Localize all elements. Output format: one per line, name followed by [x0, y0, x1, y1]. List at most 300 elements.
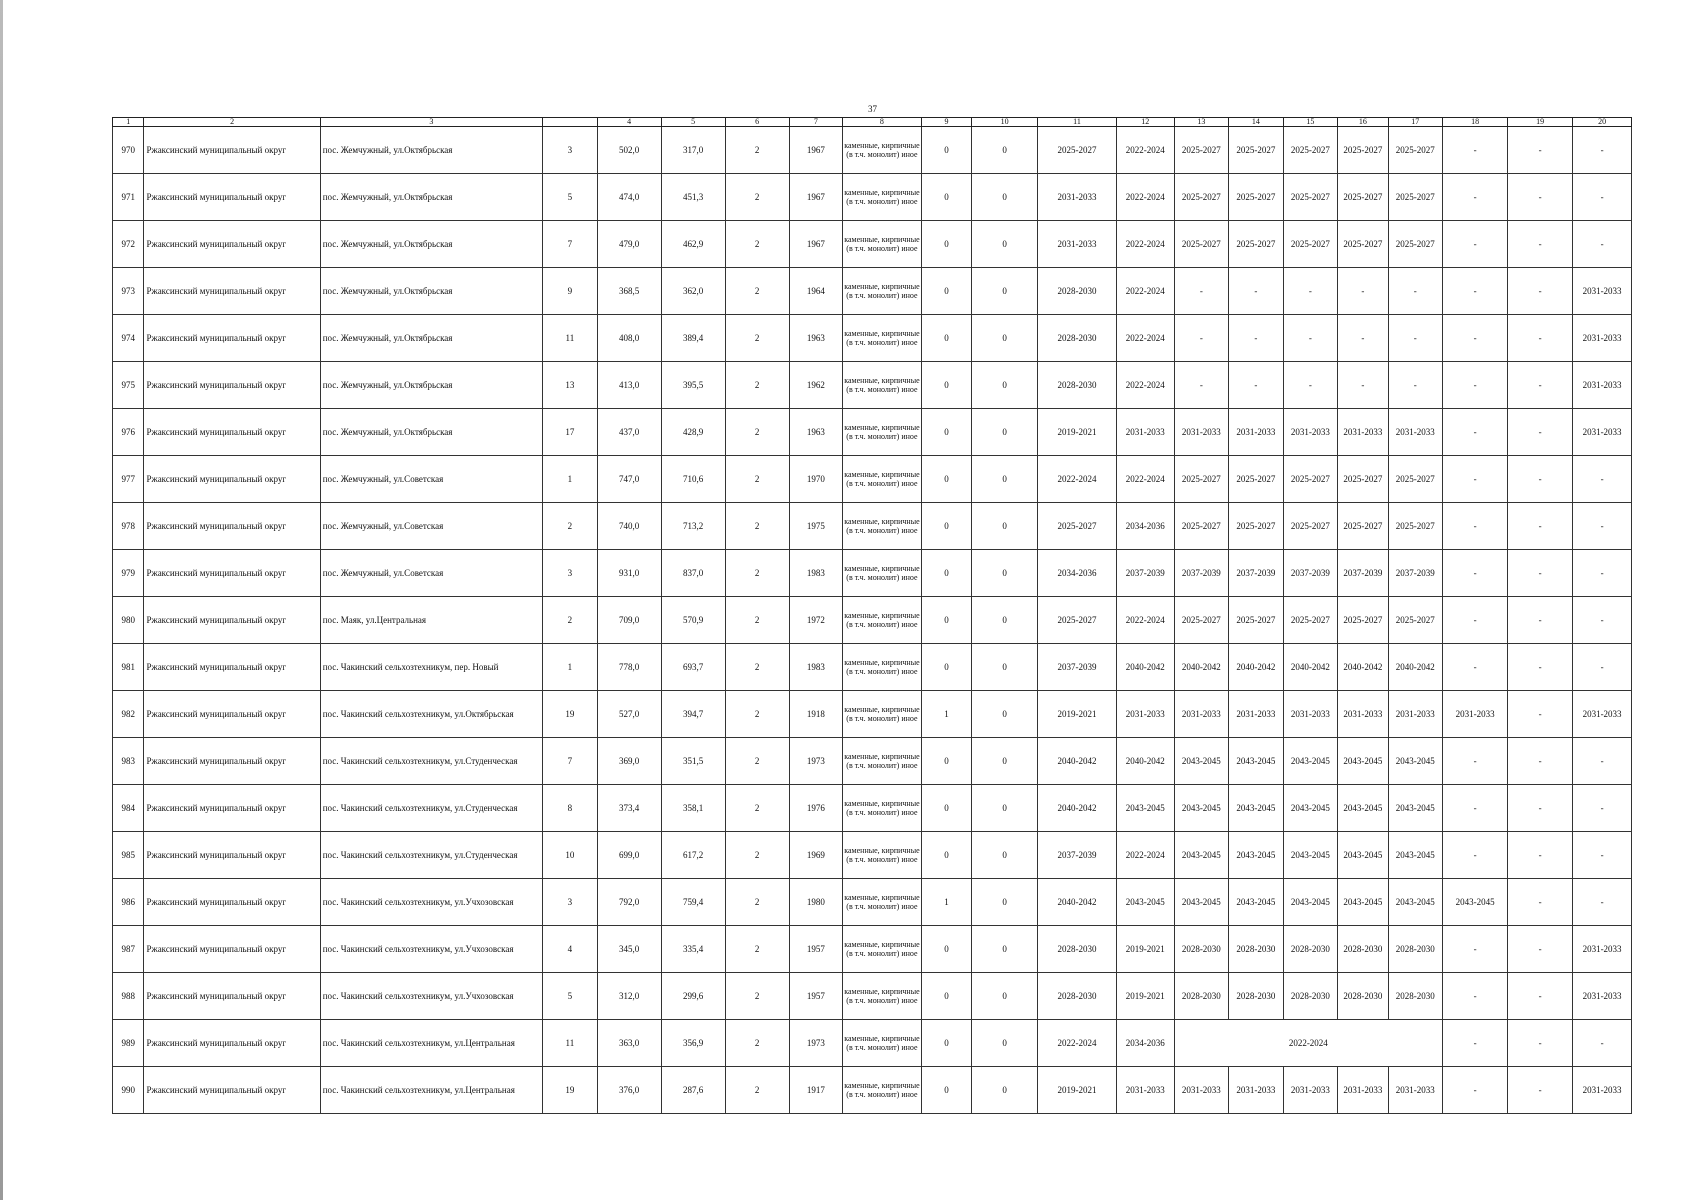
cell-c15: 2031-2033 — [1283, 1067, 1338, 1114]
cell-c15: 2028-2030 — [1283, 973, 1338, 1020]
cell-c12: 2022-2024 — [1116, 221, 1174, 268]
cell-c17: 2040-2042 — [1388, 644, 1443, 691]
cell-house: 3 — [543, 550, 598, 597]
cell-okrug: Ржаксинский муниципальный округ — [144, 691, 320, 738]
cell-c5: 462,9 — [661, 221, 725, 268]
cell-c17: 2031-2033 — [1388, 1067, 1443, 1114]
cell-c12: 2034-2036 — [1116, 1020, 1174, 1067]
cell-c15: 2043-2045 — [1283, 785, 1338, 832]
cell-c5: 713,2 — [661, 503, 725, 550]
cell-c19: - — [1508, 174, 1573, 221]
cell-addr: пос. Жемчужный, ул.Октябрьская — [320, 127, 542, 174]
cell-c15: 2025-2027 — [1283, 597, 1338, 644]
cell-c12: 2022-2024 — [1116, 597, 1174, 644]
cell-c13: 2031-2033 — [1174, 409, 1229, 456]
cell-house: 11 — [543, 1020, 598, 1067]
cell-c13: 2025-2027 — [1174, 221, 1229, 268]
cell-okrug: Ржаксинский муниципальный округ — [144, 644, 320, 691]
cell-okrug: Ржаксинский муниципальный округ — [144, 785, 320, 832]
cell-c20: 2031-2033 — [1573, 409, 1632, 456]
cell-c6: 2 — [725, 268, 789, 315]
cell-c17: - — [1388, 315, 1443, 362]
cell-c14: 2043-2045 — [1229, 832, 1284, 879]
cell-c10: 0 — [972, 1020, 1038, 1067]
cell-n: 985 — [113, 832, 144, 879]
cell-c15: 2043-2045 — [1283, 879, 1338, 926]
cell-c4: 363,0 — [597, 1020, 661, 1067]
cell-c6: 2 — [725, 503, 789, 550]
table-row — [113, 221, 1632, 268]
cell-okrug: Ржаксинский муниципальный округ — [144, 362, 320, 409]
cell-c9: 1 — [921, 691, 971, 738]
cell-n: 986 — [113, 879, 144, 926]
cell-c7: 1963 — [789, 315, 843, 362]
cell-c9: 0 — [921, 785, 971, 832]
cell-c19: - — [1508, 409, 1573, 456]
cell-c5: 287,6 — [661, 1067, 725, 1114]
cell-c5: 570,9 — [661, 597, 725, 644]
cell-c18: - — [1443, 973, 1508, 1020]
cell-c19: - — [1508, 550, 1573, 597]
cell-c5: 451,3 — [661, 174, 725, 221]
cell-c8: каменные, кирпичные (в т.ч. монолит) иное — [843, 268, 922, 315]
cell-c19: - — [1508, 362, 1573, 409]
cell-c7: 1975 — [789, 503, 843, 550]
cell-n: 987 — [113, 926, 144, 973]
table-row — [113, 973, 1632, 1020]
cell-c12: 2040-2042 — [1116, 644, 1174, 691]
cell-c16: 2043-2045 — [1338, 785, 1388, 832]
cell-c13: 2043-2045 — [1174, 785, 1229, 832]
cell-house: 3 — [543, 879, 598, 926]
cell-c18: - — [1443, 597, 1508, 644]
cell-c13: - — [1174, 315, 1229, 362]
cell-c16: 2025-2027 — [1338, 456, 1388, 503]
cell-c19: - — [1508, 127, 1573, 174]
cell-c5: 356,9 — [661, 1020, 725, 1067]
cell-n: 984 — [113, 785, 144, 832]
cell-addr: пос. Маяк, ул.Центральная — [320, 597, 542, 644]
cell-c14: 2025-2027 — [1229, 597, 1284, 644]
cell-c5: 710,6 — [661, 456, 725, 503]
cell-c18: - — [1443, 832, 1508, 879]
cell-c9: 0 — [921, 362, 971, 409]
cell-c4: 474,0 — [597, 174, 661, 221]
cell-c20: 2031-2033 — [1573, 973, 1632, 1020]
cell-c12: 2043-2045 — [1116, 785, 1174, 832]
table-row — [113, 268, 1632, 315]
cell-c19: - — [1508, 691, 1573, 738]
cell-c14: 2025-2027 — [1229, 174, 1284, 221]
cell-c11: 2019-2021 — [1038, 691, 1117, 738]
cell-c14: - — [1229, 268, 1284, 315]
cell-n: 971 — [113, 174, 144, 221]
cell-c13: 2025-2027 — [1174, 456, 1229, 503]
cell-n: 979 — [113, 550, 144, 597]
cell-n: 977 — [113, 456, 144, 503]
cell-c6: 2 — [725, 785, 789, 832]
table-row — [113, 644, 1632, 691]
cell-addr: пос. Жемчужный, ул.Октябрьская — [320, 315, 542, 362]
cell-c6: 2 — [725, 362, 789, 409]
cell-c17: 2031-2033 — [1388, 409, 1443, 456]
column-header: 9 — [921, 118, 971, 127]
cell-house: 1 — [543, 456, 598, 503]
table-row — [113, 1067, 1632, 1114]
cell-c12: 2022-2024 — [1116, 315, 1174, 362]
cell-c5: 759,4 — [661, 879, 725, 926]
cell-addr: пос. Жемчужный, ул.Советская — [320, 503, 542, 550]
cell-c5: 351,5 — [661, 738, 725, 785]
cell-c12: 2040-2042 — [1116, 738, 1174, 785]
cell-c10: 0 — [972, 221, 1038, 268]
cell-okrug: Ржаксинский муниципальный округ — [144, 409, 320, 456]
cell-house: 2 — [543, 503, 598, 550]
cell-n: 978 — [113, 503, 144, 550]
cell-addr: пос. Чакинский сельхозтехникум, пер. Новый — [320, 644, 542, 691]
cell-c10: 0 — [972, 127, 1038, 174]
cell-c16: 2028-2030 — [1338, 973, 1388, 1020]
cell-c18: - — [1443, 174, 1508, 221]
cell-c20: - — [1573, 221, 1632, 268]
cell-n: 975 — [113, 362, 144, 409]
cell-c16: - — [1338, 268, 1388, 315]
cell-c18: - — [1443, 503, 1508, 550]
cell-okrug: Ржаксинский муниципальный округ — [144, 503, 320, 550]
column-header: 20 — [1573, 118, 1632, 127]
cell-c4: 369,0 — [597, 738, 661, 785]
cell-c9: 0 — [921, 221, 971, 268]
cell-c11: 2037-2039 — [1038, 832, 1117, 879]
cell-addr: пос. Жемчужный, ул.Советская — [320, 550, 542, 597]
cell-c11: 2028-2030 — [1038, 315, 1117, 362]
cell-c11: 2022-2024 — [1038, 1020, 1117, 1067]
cell-okrug: Ржаксинский муниципальный округ — [144, 550, 320, 597]
cell-c10: 0 — [972, 738, 1038, 785]
column-header: 16 — [1338, 118, 1388, 127]
cell-c6: 2 — [725, 832, 789, 879]
cell-c5: 617,2 — [661, 832, 725, 879]
cell-addr: пос. Жемчужный, ул.Октябрьская — [320, 174, 542, 221]
scan-edge — [0, 0, 3, 1200]
cell-n: 981 — [113, 644, 144, 691]
housing-register-table — [112, 117, 1632, 1114]
cell-c14: 2031-2033 — [1229, 691, 1284, 738]
merged-period-cell: 2022-2024 — [1174, 1020, 1443, 1067]
cell-c12: 2043-2045 — [1116, 879, 1174, 926]
cell-c18: - — [1443, 1020, 1508, 1067]
cell-c8: каменные, кирпичные (в т.ч. монолит) иное — [843, 315, 922, 362]
cell-house: 11 — [543, 315, 598, 362]
cell-c20: 2031-2033 — [1573, 926, 1632, 973]
cell-c8: каменные, кирпичные (в т.ч. монолит) иное — [843, 456, 922, 503]
cell-c9: 0 — [921, 1067, 971, 1114]
cell-c12: 2022-2024 — [1116, 268, 1174, 315]
cell-c8: каменные, кирпичные (в т.ч. монолит) иное — [843, 926, 922, 973]
cell-c5: 837,0 — [661, 550, 725, 597]
cell-c12: 2022-2024 — [1116, 127, 1174, 174]
cell-c5: 299,6 — [661, 973, 725, 1020]
cell-house: 10 — [543, 832, 598, 879]
cell-c17: 2025-2027 — [1388, 221, 1443, 268]
cell-c8: каменные, кирпичные (в т.ч. монолит) иное — [843, 362, 922, 409]
cell-okrug: Ржаксинский муниципальный округ — [144, 268, 320, 315]
cell-c8: каменные, кирпичные (в т.ч. монолит) иное — [843, 221, 922, 268]
cell-c6: 2 — [725, 1067, 789, 1114]
cell-c8: каменные, кирпичные (в т.ч. монолит) иное — [843, 597, 922, 644]
cell-addr: пос. Жемчужный, ул.Октябрьская — [320, 268, 542, 315]
cell-c9: 0 — [921, 1020, 971, 1067]
cell-c9: 0 — [921, 127, 971, 174]
cell-c11: 2019-2021 — [1038, 1067, 1117, 1114]
cell-c4: 747,0 — [597, 456, 661, 503]
cell-c18: - — [1443, 456, 1508, 503]
cell-c19: - — [1508, 879, 1573, 926]
cell-addr: пос. Жемчужный, ул.Октябрьская — [320, 221, 542, 268]
cell-c13: 2040-2042 — [1174, 644, 1229, 691]
cell-c9: 0 — [921, 597, 971, 644]
cell-c7: 1962 — [789, 362, 843, 409]
cell-c6: 2 — [725, 127, 789, 174]
cell-c18: - — [1443, 1067, 1508, 1114]
cell-c17: 2043-2045 — [1388, 832, 1443, 879]
cell-c14: 2031-2033 — [1229, 409, 1284, 456]
cell-c16: 2043-2045 — [1338, 738, 1388, 785]
cell-c11: 2040-2042 — [1038, 785, 1117, 832]
cell-c8: каменные, кирпичные (в т.ч. монолит) иное — [843, 127, 922, 174]
cell-c5: 335,4 — [661, 926, 725, 973]
cell-c18: - — [1443, 409, 1508, 456]
cell-addr: пос. Чакинский сельхозтехникум, ул.Октябрьская — [320, 691, 542, 738]
column-header: 5 — [661, 118, 725, 127]
column-header: 13 — [1174, 118, 1229, 127]
cell-c10: 0 — [972, 973, 1038, 1020]
column-header: 11 — [1038, 118, 1117, 127]
cell-c12: 2022-2024 — [1116, 456, 1174, 503]
cell-c5: 394,7 — [661, 691, 725, 738]
cell-c7: 1983 — [789, 644, 843, 691]
cell-c20: 2031-2033 — [1573, 1067, 1632, 1114]
cell-c10: 0 — [972, 456, 1038, 503]
cell-c4: 479,0 — [597, 221, 661, 268]
cell-okrug: Ржаксинский муниципальный округ — [144, 738, 320, 785]
cell-okrug: Ржаксинский муниципальный округ — [144, 221, 320, 268]
cell-c17: 2025-2027 — [1388, 456, 1443, 503]
cell-okrug: Ржаксинский муниципальный округ — [144, 879, 320, 926]
column-number-row — [113, 118, 1632, 127]
cell-c7: 1972 — [789, 597, 843, 644]
cell-c17: 2043-2045 — [1388, 879, 1443, 926]
cell-c17: 2028-2030 — [1388, 926, 1443, 973]
cell-addr: пос. Чакинский сельхозтехникум, ул.Студенческая — [320, 738, 542, 785]
cell-c19: - — [1508, 268, 1573, 315]
table-row — [113, 832, 1632, 879]
cell-c4: 413,0 — [597, 362, 661, 409]
cell-c20: - — [1573, 879, 1632, 926]
cell-c14: 2025-2027 — [1229, 221, 1284, 268]
cell-c20: 2031-2033 — [1573, 362, 1632, 409]
cell-c16: - — [1338, 362, 1388, 409]
cell-okrug: Ржаксинский муниципальный округ — [144, 597, 320, 644]
cell-c11: 2028-2030 — [1038, 973, 1117, 1020]
cell-c6: 2 — [725, 174, 789, 221]
cell-c5: 362,0 — [661, 268, 725, 315]
cell-c19: - — [1508, 738, 1573, 785]
cell-c9: 0 — [921, 832, 971, 879]
cell-c12: 2022-2024 — [1116, 832, 1174, 879]
cell-c11: 2028-2030 — [1038, 362, 1117, 409]
cell-n: 976 — [113, 409, 144, 456]
cell-c6: 2 — [725, 1020, 789, 1067]
cell-c10: 0 — [972, 409, 1038, 456]
cell-c16: 2025-2027 — [1338, 127, 1388, 174]
table-row — [113, 315, 1632, 362]
cell-c15: 2025-2027 — [1283, 174, 1338, 221]
cell-okrug: Ржаксинский муниципальный округ — [144, 1067, 320, 1114]
column-header: 2 — [144, 118, 320, 127]
cell-n: 972 — [113, 221, 144, 268]
cell-c12: 2034-2036 — [1116, 503, 1174, 550]
cell-n: 983 — [113, 738, 144, 785]
cell-c18: - — [1443, 926, 1508, 973]
cell-c15: 2025-2027 — [1283, 503, 1338, 550]
cell-c18: - — [1443, 550, 1508, 597]
cell-okrug: Ржаксинский муниципальный округ — [144, 174, 320, 221]
cell-c4: 527,0 — [597, 691, 661, 738]
cell-c14: - — [1229, 362, 1284, 409]
cell-c20: - — [1573, 456, 1632, 503]
cell-c9: 0 — [921, 503, 971, 550]
cell-n: 982 — [113, 691, 144, 738]
cell-c10: 0 — [972, 268, 1038, 315]
column-header: 10 — [972, 118, 1038, 127]
table-row — [113, 503, 1632, 550]
cell-c16: 2043-2045 — [1338, 832, 1388, 879]
cell-house: 5 — [543, 973, 598, 1020]
cell-c16: 2025-2027 — [1338, 174, 1388, 221]
cell-c11: 2025-2027 — [1038, 597, 1117, 644]
cell-c15: - — [1283, 268, 1338, 315]
cell-c20: 2031-2033 — [1573, 691, 1632, 738]
cell-c4: 408,0 — [597, 315, 661, 362]
cell-c17: 2028-2030 — [1388, 973, 1443, 1020]
cell-c12: 2031-2033 — [1116, 1067, 1174, 1114]
cell-n: 988 — [113, 973, 144, 1020]
cell-c16: 2025-2027 — [1338, 597, 1388, 644]
cell-c8: каменные, кирпичные (в т.ч. монолит) иное — [843, 832, 922, 879]
cell-n: 973 — [113, 268, 144, 315]
cell-c4: 931,0 — [597, 550, 661, 597]
column-header: 18 — [1443, 118, 1508, 127]
cell-c20: 2031-2033 — [1573, 315, 1632, 362]
cell-c16: 2043-2045 — [1338, 879, 1388, 926]
cell-c19: - — [1508, 644, 1573, 691]
cell-c11: 2025-2027 — [1038, 503, 1117, 550]
cell-c15: 2031-2033 — [1283, 691, 1338, 738]
cell-c18: - — [1443, 362, 1508, 409]
cell-okrug: Ржаксинский муниципальный округ — [144, 315, 320, 362]
cell-c10: 0 — [972, 362, 1038, 409]
cell-c7: 1963 — [789, 409, 843, 456]
cell-c10: 0 — [972, 315, 1038, 362]
cell-okrug: Ржаксинский муниципальный округ — [144, 1020, 320, 1067]
cell-c20: - — [1573, 738, 1632, 785]
cell-c12: 2037-2039 — [1116, 550, 1174, 597]
cell-c15: 2025-2027 — [1283, 456, 1338, 503]
cell-c16: 2037-2039 — [1338, 550, 1388, 597]
cell-n: 990 — [113, 1067, 144, 1114]
cell-okrug: Ржаксинский муниципальный округ — [144, 926, 320, 973]
cell-c13: 2025-2027 — [1174, 174, 1229, 221]
cell-c16: 2025-2027 — [1338, 221, 1388, 268]
cell-c12: 2031-2033 — [1116, 691, 1174, 738]
cell-house: 7 — [543, 221, 598, 268]
cell-c10: 0 — [972, 785, 1038, 832]
cell-c13: 2043-2045 — [1174, 879, 1229, 926]
cell-c6: 2 — [725, 221, 789, 268]
cell-house: 19 — [543, 1067, 598, 1114]
cell-c14: 2025-2027 — [1229, 456, 1284, 503]
table-row — [113, 409, 1632, 456]
cell-c11: 2028-2030 — [1038, 926, 1117, 973]
cell-c7: 1976 — [789, 785, 843, 832]
cell-okrug: Ржаксинский муниципальный округ — [144, 973, 320, 1020]
cell-c8: каменные, кирпичные (в т.ч. монолит) иное — [843, 785, 922, 832]
cell-c19: - — [1508, 503, 1573, 550]
cell-c7: 1967 — [789, 221, 843, 268]
cell-house: 9 — [543, 268, 598, 315]
cell-c18: - — [1443, 127, 1508, 174]
cell-c11: 2031-2033 — [1038, 174, 1117, 221]
cell-c6: 2 — [725, 644, 789, 691]
table-row — [113, 550, 1632, 597]
cell-c4: 792,0 — [597, 879, 661, 926]
cell-c19: - — [1508, 315, 1573, 362]
cell-addr: пос. Чакинский сельхозтехникум, ул.Учхозовская — [320, 879, 542, 926]
cell-c19: - — [1508, 832, 1573, 879]
cell-c5: 693,7 — [661, 644, 725, 691]
table-row — [113, 738, 1632, 785]
column-header — [543, 118, 598, 127]
cell-house: 7 — [543, 738, 598, 785]
cell-c19: - — [1508, 221, 1573, 268]
cell-c9: 0 — [921, 409, 971, 456]
cell-n: 970 — [113, 127, 144, 174]
cell-c19: - — [1508, 973, 1573, 1020]
cell-c8: каменные, кирпичные (в т.ч. монолит) иное — [843, 503, 922, 550]
cell-c18: 2043-2045 — [1443, 879, 1508, 926]
cell-c7: 1983 — [789, 550, 843, 597]
cell-c4: 778,0 — [597, 644, 661, 691]
cell-c5: 389,4 — [661, 315, 725, 362]
cell-c19: - — [1508, 1067, 1573, 1114]
cell-c6: 2 — [725, 315, 789, 362]
cell-c4: 502,0 — [597, 127, 661, 174]
cell-c4: 312,0 — [597, 973, 661, 1020]
cell-c17: 2043-2045 — [1388, 738, 1443, 785]
cell-c10: 0 — [972, 644, 1038, 691]
cell-c9: 0 — [921, 738, 971, 785]
cell-addr: пос. Чакинский сельхозтехникум, ул.Учхозовская — [320, 973, 542, 1020]
cell-c15: 2031-2033 — [1283, 409, 1338, 456]
cell-c7: 1969 — [789, 832, 843, 879]
cell-c7: 1957 — [789, 973, 843, 1020]
cell-c17: - — [1388, 268, 1443, 315]
table-row — [113, 174, 1632, 221]
cell-okrug: Ржаксинский муниципальный округ — [144, 832, 320, 879]
cell-c15: - — [1283, 362, 1338, 409]
cell-c6: 2 — [725, 738, 789, 785]
